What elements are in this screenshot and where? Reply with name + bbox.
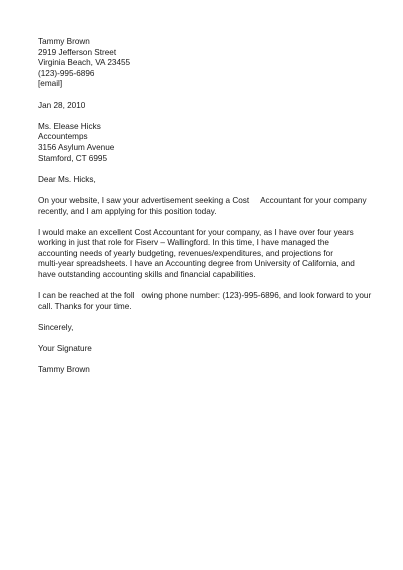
recipient-company: Accountemps xyxy=(38,132,88,142)
paragraph-line: On your website, I saw your advertisement seeking a Cost Accountant for your company xyxy=(38,195,367,205)
closing-block xyxy=(38,323,383,334)
signer-block xyxy=(38,365,383,376)
date-block xyxy=(38,101,383,112)
letter-date: Jan 28, 2010 xyxy=(38,100,86,110)
signer-name: Tammy Brown xyxy=(38,365,90,375)
body-paragraph xyxy=(38,196,383,217)
sender-address-block xyxy=(38,37,383,90)
body-paragraph xyxy=(38,291,383,312)
closing: Sincerely, xyxy=(38,323,74,333)
sender-street: 2919 Jefferson Street xyxy=(38,47,117,57)
paragraph-line: have outstanding accounting skills and financial capabilities. xyxy=(38,270,256,280)
paragraph-line: call. Thanks for your time. xyxy=(38,301,132,311)
paragraph-line: I can be reached at the foll owing phone number: (123)-995-6896, and look forward to your xyxy=(38,291,372,301)
paragraph-line: working in just that role for Fiserv – Wallingford. In this time, I have managed the xyxy=(38,238,329,248)
sender-phone: (123)-995-6896 xyxy=(38,68,95,78)
sender-email: [email] xyxy=(38,79,63,89)
paragraph-line: accounting needs of yearly budgeting, revenues/expenditures, and projections for xyxy=(38,248,333,258)
recipient-name: Ms. Elease Hicks xyxy=(38,121,101,131)
recipient-city-state-zip: Stamford, CT 6995 xyxy=(38,153,108,163)
paragraph-line: recently, and I am applying for this position today. xyxy=(38,206,217,216)
recipient-address-block xyxy=(38,122,383,164)
signature: Your Signature xyxy=(38,344,92,354)
signature-block xyxy=(38,344,383,355)
sender-city-state-zip: Virginia Beach, VA 23455 xyxy=(38,58,131,68)
cover-letter xyxy=(38,37,383,387)
sender-name: Tammy Brown xyxy=(38,37,90,46)
paragraph-line: multi-year spreadsheets. I have an Accounting degree from University of California, and xyxy=(38,259,355,269)
recipient-street: 3156 Asylum Avenue xyxy=(38,142,115,152)
salutation: Dear Ms. Hicks, xyxy=(38,174,96,184)
paragraph-line: I would make an excellent Cost Accountant for your company, as I have over four years xyxy=(38,227,354,237)
salutation-block xyxy=(38,175,383,186)
body-paragraph xyxy=(38,228,383,281)
